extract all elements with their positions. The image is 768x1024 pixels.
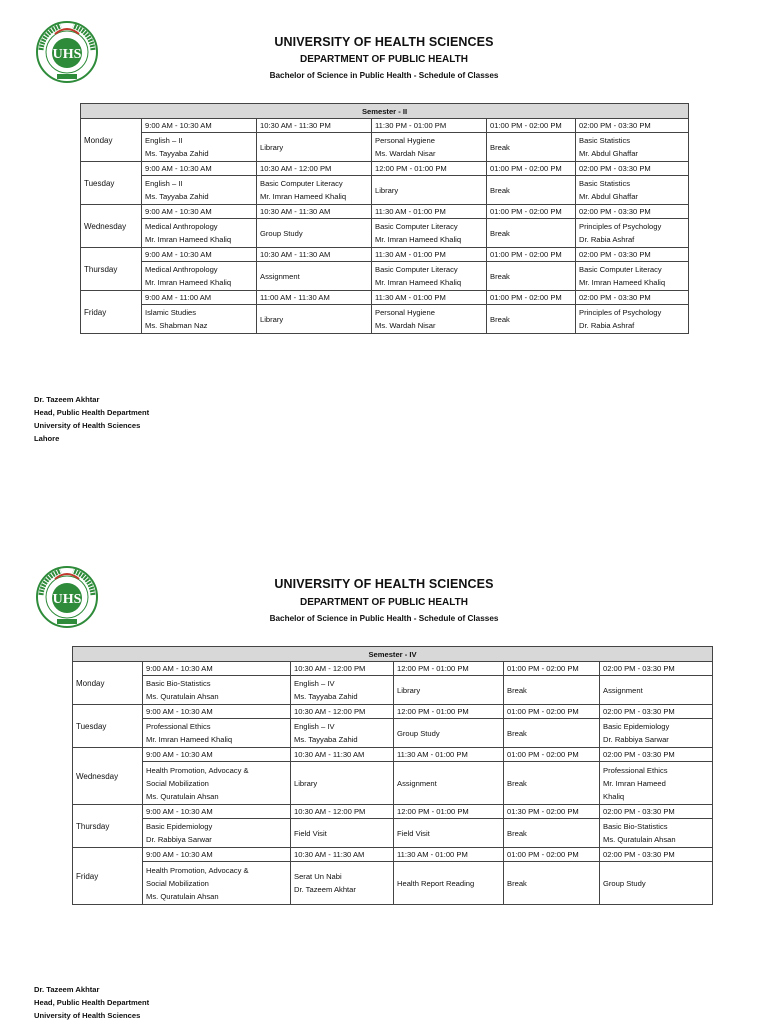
class-cell <box>600 819 713 848</box>
class-cell <box>600 719 713 748</box>
time-slot: 10:30 AM - 12:00 PM <box>291 805 394 819</box>
day-label: Thursday <box>73 805 143 848</box>
class-subject: Basic Computer Literacy <box>375 265 458 274</box>
class-cell <box>142 219 257 248</box>
class-cell <box>143 719 291 748</box>
class-line: Mr. Imran Hameed Khaliq <box>375 235 462 244</box>
time-slot: 9:00 AM - 10:30 AM <box>143 662 291 676</box>
class-cell <box>372 176 487 205</box>
time-slot: 02:00 PM - 03:30 PM <box>600 662 713 676</box>
time-slot: 10:30 AM - 11:30 AM <box>257 205 372 219</box>
class-cell <box>504 719 600 748</box>
class-line: Dr. Rabia Ashraf <box>579 321 635 330</box>
time-slot: 12:00 PM - 01:00 PM <box>372 162 487 176</box>
time-slot: 11:00 AM - 11:30 AM <box>257 291 372 305</box>
day-label: Wednesday <box>81 205 142 248</box>
university-title: UNIVERSITY OF HEALTH SCIENCES <box>274 35 494 49</box>
time-slot: 9:00 AM - 10:30 AM <box>143 848 291 862</box>
class-subject: Break <box>490 314 510 324</box>
class-subject: Group Study <box>603 878 646 888</box>
day-label: Friday <box>73 848 143 905</box>
class-cell <box>291 819 394 848</box>
class-subject: Islamic Studies <box>145 308 197 317</box>
class-subject: Assignment <box>603 685 643 695</box>
day-label: Wednesday <box>73 748 143 805</box>
time-slot: 02:00 PM - 03:30 PM <box>576 162 689 176</box>
class-line: Ms. Quratulain Ahsan <box>146 692 219 701</box>
class-subject: Basic Epidemiology <box>603 722 670 731</box>
class-cell <box>487 133 576 162</box>
class-subject: Break <box>507 778 527 788</box>
time-slot: 02:00 PM - 03:30 PM <box>600 705 713 719</box>
time-slot: 9:00 AM - 10:30 AM <box>142 205 257 219</box>
signature-line: Head, Public Health Department <box>34 998 150 1007</box>
time-slot: 10:30 AM - 11:30 AM <box>291 748 394 762</box>
class-cell <box>291 862 394 905</box>
day-label: Tuesday <box>81 162 142 205</box>
day-label: Tuesday <box>73 705 143 748</box>
class-line: Mr. Abdul Ghaffar <box>579 192 638 201</box>
class-cell <box>143 819 291 848</box>
class-cell <box>600 676 713 705</box>
class-subject: Field Visit <box>397 828 430 838</box>
class-cell <box>142 176 257 205</box>
class-line: Social Mobilization <box>146 778 209 788</box>
time-slot: 02:00 PM - 03:30 PM <box>576 205 689 219</box>
time-slot: 11:30 AM - 01:00 PM <box>372 291 487 305</box>
time-slot: 01:00 PM - 02:00 PM <box>504 848 600 862</box>
class-subject: English – II <box>145 136 183 145</box>
class-line: Ms. Shabman Naz <box>145 321 208 330</box>
class-cell <box>291 719 394 748</box>
class-cell <box>504 819 600 848</box>
class-cell <box>487 219 576 248</box>
class-cell <box>257 133 372 162</box>
class-subject: Medical Anthropology <box>145 222 218 231</box>
time-slot: 9:00 AM - 10:30 AM <box>142 248 257 262</box>
class-line: Ms. Quratulain Ahsan <box>146 791 219 801</box>
time-slot: 01:00 PM - 02:00 PM <box>487 205 576 219</box>
class-subject: Basic Statistics <box>579 136 631 145</box>
class-subject: Break <box>507 878 527 888</box>
time-slot: 9:00 AM - 10:30 AM <box>143 805 291 819</box>
class-subject: Group Study <box>260 228 303 238</box>
class-line: Mr. Imran Hameed <box>603 778 666 788</box>
time-slot: 01:00 PM - 02:00 PM <box>504 705 600 719</box>
class-cell <box>394 719 504 748</box>
class-subject: Break <box>507 685 527 695</box>
time-slot: 02:00 PM - 03:30 PM <box>600 748 713 762</box>
class-cell <box>504 762 600 805</box>
class-cell <box>487 262 576 291</box>
class-subject: Assignment <box>260 271 300 281</box>
day-label: Thursday <box>81 248 142 291</box>
class-subject: Assignment <box>397 778 437 788</box>
class-cell <box>487 176 576 205</box>
signature-block <box>34 393 149 445</box>
class-subject: Basic Computer Literacy <box>375 222 458 231</box>
class-cell <box>372 133 487 162</box>
class-subject: Health Promotion, Advocacy & <box>146 865 249 875</box>
time-slot: 12:00 PM - 01:00 PM <box>394 805 504 819</box>
class-cell <box>372 262 487 291</box>
class-subject: Basic Computer Literacy <box>260 179 343 188</box>
class-line: Mr. Imran Hameed Khaliq <box>146 735 233 744</box>
class-cell <box>600 762 713 805</box>
time-slot: 9:00 AM - 10:30 AM <box>142 119 257 133</box>
class-subject: Principles of Psychology <box>579 308 662 317</box>
day-label: Monday <box>81 119 142 162</box>
university-title: UNIVERSITY OF HEALTH SCIENCES <box>274 577 494 591</box>
class-cell <box>576 305 689 334</box>
class-line: Ms. Wardah Nisar <box>375 149 436 158</box>
class-subject: Break <box>490 185 510 195</box>
time-slot: 01:00 PM - 02:00 PM <box>504 748 600 762</box>
class-cell <box>291 676 394 705</box>
class-subject: Break <box>490 228 510 238</box>
time-slot: 10:30 AM - 11:30 PM <box>257 119 372 133</box>
class-line: Ms. Quratulain Ahsan <box>603 835 676 844</box>
class-line: Dr. Tazeem Akhtar <box>294 885 356 894</box>
class-cell <box>257 219 372 248</box>
class-cell <box>576 176 689 205</box>
class-line: Mr. Imran Hameed Khaliq <box>145 235 232 244</box>
class-cell <box>257 176 372 205</box>
class-cell <box>504 862 600 905</box>
class-line: Khaliq <box>603 791 625 801</box>
class-subject: Basic Epidemiology <box>146 822 213 831</box>
semester-iv-schedule <box>72 646 713 905</box>
day-label: Friday <box>81 291 142 334</box>
class-cell <box>600 862 713 905</box>
time-slot: 10:30 AM - 11:30 AM <box>257 248 372 262</box>
svg-text:UHS: UHS <box>52 592 82 607</box>
class-subject: Medical Anthropology <box>145 265 218 274</box>
time-slot: 9:00 AM - 11:00 AM <box>142 291 257 305</box>
class-line: Dr. Rabia Ashraf <box>579 235 635 244</box>
class-line: Ms. Tayyaba Zahid <box>294 692 358 701</box>
class-subject: Library <box>260 314 284 324</box>
program-title: Bachelor of Science in Public Health - Schedule of Classes <box>269 614 499 623</box>
signature-block <box>34 983 149 1022</box>
time-slot: 02:00 PM - 03:30 PM <box>576 119 689 133</box>
svg-text:UHS: UHS <box>52 47 82 62</box>
class-cell <box>142 133 257 162</box>
signature-line: Dr. Tazeem Akhtar <box>34 395 100 404</box>
time-slot: 9:00 AM - 10:30 AM <box>142 162 257 176</box>
semester-title: Semester - II <box>81 104 689 119</box>
class-line: Ms. Tayyaba Zahid <box>145 149 209 158</box>
time-slot: 01:00 PM - 02:00 PM <box>487 119 576 133</box>
class-subject: Field Visit <box>294 828 327 838</box>
class-line: Mr. Imran Hameed Khaliq <box>145 278 232 287</box>
time-slot: 10:30 AM - 11:30 AM <box>291 848 394 862</box>
class-cell <box>372 305 487 334</box>
class-subject: Break <box>507 728 527 738</box>
class-subject: Library <box>375 185 399 195</box>
semester-ii-schedule <box>80 103 689 334</box>
department-title: DEPARTMENT OF PUBLIC HEALTH <box>300 54 468 65</box>
class-subject: Serat Un Nabi <box>294 872 342 881</box>
time-slot: 12:00 PM - 01:00 PM <box>394 705 504 719</box>
signature-line: Dr. Tazeem Akhtar <box>34 985 100 994</box>
time-slot: 11:30 PM - 01:00 PM <box>372 119 487 133</box>
class-line: Mr. Imran Hameed Khaliq <box>579 278 666 287</box>
class-line: Social Mobilization <box>146 878 209 888</box>
class-line: Ms. Wardah Nisar <box>375 321 436 330</box>
class-cell <box>394 819 504 848</box>
class-cell <box>143 762 291 805</box>
time-slot: 01:00 PM - 02:00 PM <box>487 248 576 262</box>
class-subject: Professional Ethics <box>603 765 668 775</box>
signature-line: Lahore <box>34 434 60 443</box>
class-subject: English – II <box>145 179 183 188</box>
class-subject: Break <box>490 142 510 152</box>
class-cell <box>576 133 689 162</box>
time-slot: 02:00 PM - 03:30 PM <box>600 848 713 862</box>
class-subject: Basic Computer Literacy <box>579 265 662 274</box>
class-line: Ms. Quratulain Ahsan <box>146 891 219 901</box>
class-line: Dr. Rabbiya Sarwar <box>146 835 212 844</box>
class-subject: Library <box>260 142 284 152</box>
day-label: Monday <box>73 662 143 705</box>
class-cell <box>257 305 372 334</box>
class-subject: Library <box>397 685 421 695</box>
class-cell <box>394 862 504 905</box>
class-line: Mr. Abdul Ghaffar <box>579 149 638 158</box>
time-slot: 01:30 PM - 02:00 PM <box>504 805 600 819</box>
time-slot: 02:00 PM - 03:30 PM <box>576 291 689 305</box>
time-slot: 11:30 AM - 01:00 PM <box>372 248 487 262</box>
time-slot: 10:30 AM - 12:00 PM <box>257 162 372 176</box>
time-slot: 10:30 AM - 12:00 PM <box>291 705 394 719</box>
class-cell <box>394 676 504 705</box>
class-subject: Health Promotion, Advocacy & <box>146 765 249 775</box>
time-slot: 11:30 AM - 01:00 PM <box>394 848 504 862</box>
class-cell <box>143 862 291 905</box>
department-title: DEPARTMENT OF PUBLIC HEALTH <box>300 597 468 608</box>
class-subject: Principles of Psychology <box>579 222 662 231</box>
class-subject: English – IV <box>294 722 335 731</box>
class-subject: Break <box>490 271 510 281</box>
class-cell <box>291 762 394 805</box>
class-subject: Break <box>507 828 527 838</box>
time-slot: 9:00 AM - 10:30 AM <box>143 748 291 762</box>
class-line: Mr. Imran Hameed Khaliq <box>375 278 462 287</box>
class-cell <box>576 262 689 291</box>
time-slot: 10:30 AM - 12:00 PM <box>291 662 394 676</box>
class-line: Dr. Rabbiya Sarwar <box>603 735 669 744</box>
time-slot: 01:00 PM - 02:00 PM <box>487 291 576 305</box>
signature-line: University of Health Sciences <box>34 421 141 430</box>
signature-line: Head, Public Health Department <box>34 408 150 417</box>
class-line: Ms. Tayyaba Zahid <box>294 735 358 744</box>
time-slot: 9:00 AM - 10:30 AM <box>143 705 291 719</box>
program-title: Bachelor of Science in Public Health - Schedule of Classes <box>269 71 499 80</box>
class-cell <box>394 762 504 805</box>
class-cell <box>576 219 689 248</box>
time-slot: 01:00 PM - 02:00 PM <box>487 162 576 176</box>
class-subject: English – IV <box>294 679 335 688</box>
time-slot: 12:00 PM - 01:00 PM <box>394 662 504 676</box>
class-line: Ms. Tayyaba Zahid <box>145 192 209 201</box>
class-subject: Personal Hygiene <box>375 136 435 145</box>
class-cell <box>372 219 487 248</box>
class-subject: Library <box>294 778 318 788</box>
class-line: Mr. Imran Hameed Khaliq <box>260 192 347 201</box>
class-subject: Group Study <box>397 728 440 738</box>
class-subject: Health Report Reading <box>397 878 475 888</box>
time-slot: 11:30 AM - 01:00 PM <box>394 748 504 762</box>
time-slot: 11:30 AM - 01:00 PM <box>372 205 487 219</box>
class-cell <box>257 262 372 291</box>
class-cell <box>487 305 576 334</box>
class-subject: Basic Bio-Statistics <box>146 679 211 688</box>
time-slot: 01:00 PM - 02:00 PM <box>504 662 600 676</box>
class-cell <box>142 262 257 291</box>
time-slot: 02:00 PM - 03:30 PM <box>576 248 689 262</box>
class-cell <box>504 676 600 705</box>
class-subject: Basic Bio-Statistics <box>603 822 668 831</box>
semester-title: Semester - IV <box>73 647 713 662</box>
class-subject: Basic Statistics <box>579 179 631 188</box>
class-cell <box>142 305 257 334</box>
class-cell <box>143 676 291 705</box>
class-subject: Professional Ethics <box>146 722 211 731</box>
time-slot: 02:00 PM - 03:30 PM <box>600 805 713 819</box>
signature-line: University of Health Sciences <box>34 1011 141 1020</box>
class-subject: Personal Hygiene <box>375 308 435 317</box>
